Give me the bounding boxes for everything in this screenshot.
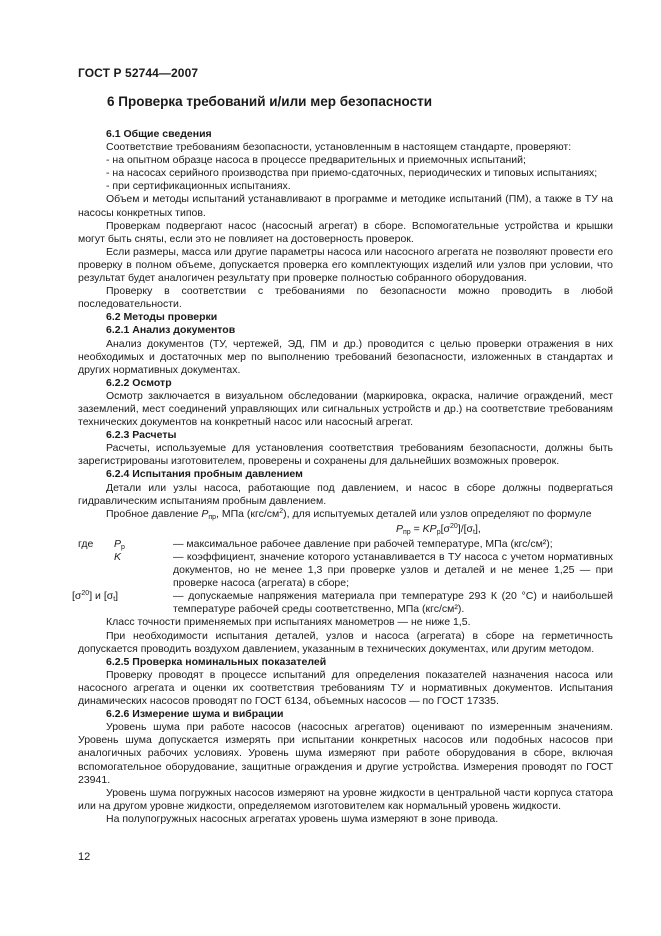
legend-text: — максимальное рабочее давление при рабочей температуре, МПа (кгс/см²); [173,537,553,550]
subscript: пр [208,513,217,521]
symbol: P [114,537,122,550]
superscript: 20 [450,522,458,530]
heading-6-1: 6.1 Общие сведения [106,128,212,140]
paragraph: Соответствие требованиям безопасности, установленным в настоящем стандарте, проверяют: [106,141,572,154]
text-span: Пробное давление [106,507,202,520]
formula [78,523,613,536]
formula-part: ]/[σ [457,522,474,535]
paragraph: Класс точности применяемых при испытаниях манометров — не ниже 1,5. [106,616,471,629]
paragraph: Расчеты, используемые для установления соответствия требованиям безопасности, должны быть зарегистрированы изготовителем, проверены и сохранены для дальнейших возможных проверок. [78,442,613,468]
page-number: 12 [78,851,91,863]
formula-part: ], [474,522,481,535]
heading-6-2-5: 6.2.5 Проверка номинальных показателей [106,655,327,668]
symbol: [σ [72,590,82,603]
section-title: 6 Проверка требований и/или мер безопасности [107,94,432,109]
symbol: K [114,551,122,563]
symbol: ] [115,590,119,603]
formula-legend [72,537,613,617]
legend-text: — допускаемые напряжения материала при температуре 293 К (20 °С) и наибольшей температуре рабочей среды соответственно, МПа (кгс/см²). [173,590,613,616]
formula-symbol: KP [422,522,437,535]
legend-text: — коэффициент, значение которого устанавливается в ТУ насоса с учетом нормативных документов, но не менее 1,3 при проверке узлов и деталей и не менее 1,25 — при проверке насоса (агрегата) в сборе; [173,551,613,590]
superscript: 2 [279,507,284,515]
paragraph: При необходимости испытания деталей, узлов и насоса (агрегата) в сборе на герметичность допускается проводить воздухом давлением, указанным в технических документах, или другим методом. [78,629,613,655]
legend-row [72,590,613,616]
legend-row [78,538,613,551]
paragraph: Анализ документов (ТУ, чертежей, ЭД, ПМ и др.) проводится с целью проверки отражения в них необходимых и достаточных мер по выполнению требований безопасности, изложенных в стандартах и других нормативных документах. [78,337,613,376]
document-body [72,128,613,826]
paragraph: Проверкам подвергают насос (насосный агрегат) в сборе. Вспомогательные устройства и крышки могут быть сняты, если это не повлияет на достоверность проверок. [78,219,613,245]
subscript: пр [403,528,411,536]
symbol: ] и [σ [89,590,114,603]
paragraph: Проверку в соответствии с требованиями по безопасности можно проводить в любой последовательности. [78,285,613,311]
heading-6-2-6: 6.2.6 Измерение шума и вибрации [106,708,284,721]
paragraph: Если размеры, масса или другие параметры насоса или насосного агрегата не позволяют провести его проверку в полном объеме, допускается проверка его комплектующих изделий или узлов при условии, что результат будет аналогичен результату при проверке полностью собранного оборудования. [78,245,613,285]
heading-6-2-1: 6.2.1 Анализ документов [106,324,236,337]
bullet-item: - на насосах серийного производства при приемо-сдаточных, периодических и типовых испытаниях; [106,167,598,180]
where-label: где [78,537,94,550]
document-header: ГОСТ Р 52744—2007 [78,66,199,80]
legend-symbol [114,551,169,564]
heading-6-2: 6.2 Методы проверки [106,311,218,324]
heading-6-2-3: 6.2.3 Расчеты [106,429,177,442]
legend-row [78,551,613,590]
superscript: 20 [81,590,90,598]
paragraph: Уровень шума погружных насосов измеряют на уровне жидкости в центральной части корпуса статора или на другом уровне жидкости, определяемом изготовителем как нормальный уровень жидкости. [78,786,613,812]
subscript: t [113,596,116,604]
formula-eq: = [410,522,423,535]
formula-symbol: P [396,522,404,535]
subscript: р [436,528,441,536]
legend-symbol [72,590,172,603]
subscript: t [473,528,475,536]
bullet-item: - при сертификационных испытаниях. [106,180,291,193]
bullet-item: - на опытном образце насоса в процессе предварительных и приемочных испытаний; [106,154,526,167]
paragraph: Детали или узлы насоса, работающие под давлением, и насос в сборе должны подвергаться гидравлическим испытаниям пробным давлением. [78,481,613,507]
paragraph: Объем и методы испытаний устанавливают в программе и методике испытаний (ПМ), а также в ТУ на насосы конкретных типов. [78,193,613,219]
heading-6-2-2: 6.2.2 Осмотр [106,376,172,389]
heading-6-2-4: 6.2.4 Испытания пробным давлением [106,468,303,481]
symbol: P [201,507,209,520]
paragraph-test-pressure [78,508,613,521]
paragraph: Проверку проводят в процессе испытаний для определения показателей назначения насоса или насосного агрегата и оценки их соответствия требованиям ТУ и нормативных документов. Испытания динамических насосов проводят по ГОСТ 6134, объемных насосов — по ГОСТ 17335. [78,668,613,708]
subscript: р [121,543,125,551]
text-span: , МПа (кгс/см [216,507,280,520]
paragraph: На полупогружных насосных агрегатах уровень шума измеряют в зоне привода. [106,812,499,825]
text-span: ), для испытуемых деталей или узлов определяют по формуле [283,507,592,520]
formula-part: [σ [440,522,450,535]
paragraph: Уровень шума при работе насосов (насосных агрегатов) оценивают по измеренным значениям. Уровень шума допускается измерять при испытании конкретных насосов или подобных насосов при аналогичных рабочих условиях. Уровень шума измеряют при работе оборудования в сборе, включая вспомогательное оборудование, защитные ограждения и другие устройства. Измерения проводят по ГОСТ 23941. [78,721,613,786]
paragraph: Осмотр заключается в визуальном обследовании (маркировка, окраска, наличие ограждений, мест заземлений, мест соединений управляющих или сигнальных устройств и др.) на соответствие требованиям технических документов на конкретный насос или насосный агрегат. [78,389,613,429]
legend-symbol [114,538,169,551]
